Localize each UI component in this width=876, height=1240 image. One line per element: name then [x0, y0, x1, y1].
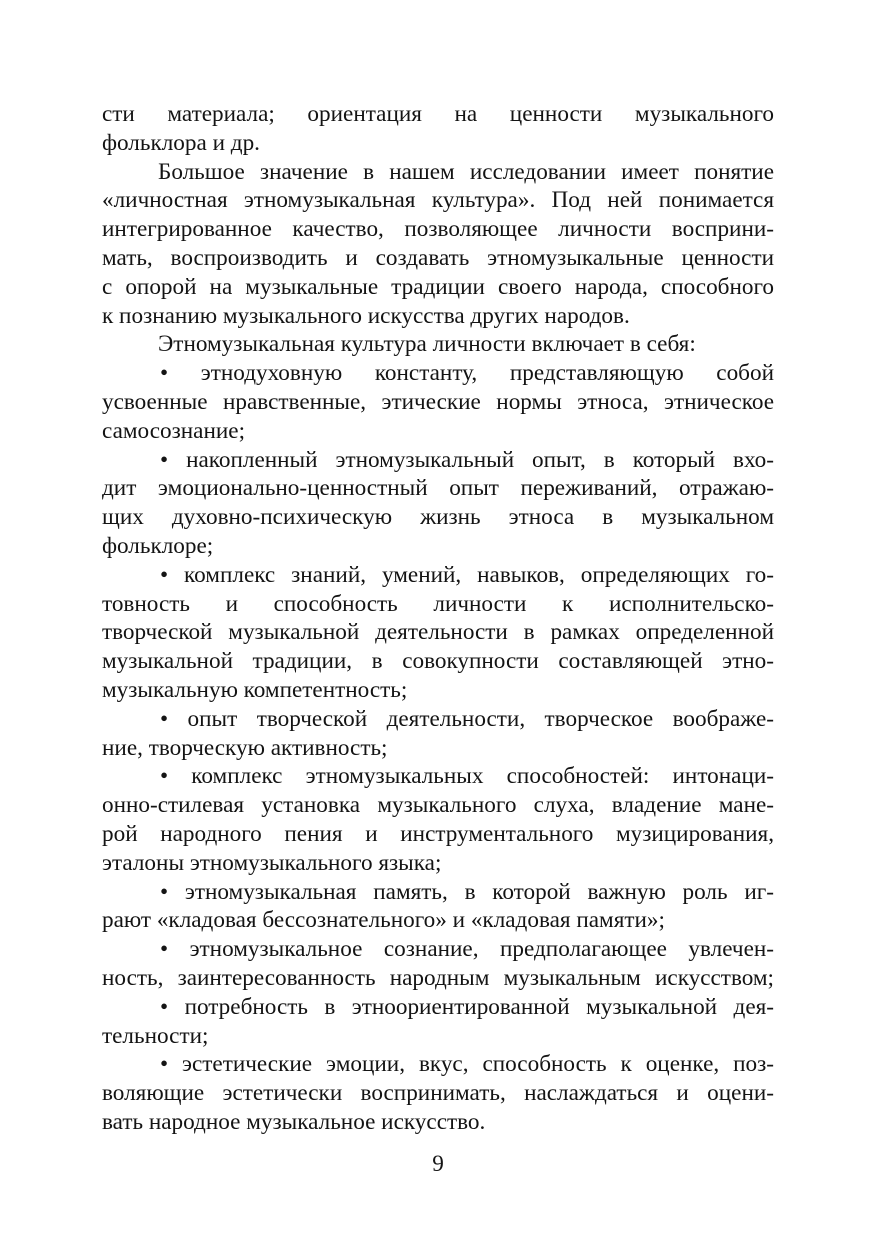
- text-line: мать, воспроизводить и создавать этномузыкальные ценности: [102, 244, 774, 271]
- text-line: «личностная этномузыкальная культура». Под ней понимается: [102, 187, 774, 214]
- bullet-item: [102, 878, 774, 936]
- text-line: рой народного пения и инструментального музицирования,: [102, 820, 774, 847]
- text-line: Большое значение в нашем исследовании имеет понятие: [158, 158, 774, 185]
- bullet-item: [102, 935, 774, 993]
- bullet-item: [102, 993, 774, 1051]
- text-line: Этномузыкальная культура личности включает в себя:: [158, 331, 696, 358]
- bullet-line: • комплекс знаний, умений, навыков, определяющих го-: [160, 561, 774, 588]
- bullet-item: [102, 446, 774, 561]
- bullet-item: [102, 561, 774, 705]
- text-line: товность и способность личности к исполнительско-: [102, 590, 774, 617]
- text-line: эталоны этномузыкального языка;: [102, 849, 442, 876]
- text-line: воляющие эстетически воспринимать, наслаждаться и оцени-: [102, 1080, 774, 1107]
- text-line: интегрированное качество, позволяющее личности восприни-: [102, 216, 774, 243]
- bullet-item: [102, 359, 774, 445]
- bullet-item: [102, 1050, 774, 1136]
- text-line: к познанию музыкального искусства других народов.: [102, 302, 630, 329]
- bullet-line: • этнодуховную константу, представляющую собой: [160, 360, 774, 387]
- text-line: с опорой на музыкальные традиции своего народа, способного: [102, 273, 774, 300]
- bullet-line: • потребность в этноориентированной музыкальной дея-: [160, 993, 774, 1020]
- text-line: фольклора и др.: [102, 129, 260, 156]
- paragraph-definition: [102, 158, 774, 331]
- text-line: усвоенные нравственные, этические нормы этноса, этническое: [102, 388, 774, 415]
- bullet-line: • опыт творческой деятельности, творческое воображе-: [160, 705, 774, 732]
- text-line: рают «кладовая бессознательного» и «кладовая памяти»;: [102, 907, 665, 934]
- bullet-line: • этномузыкальное сознание, предполагающее увлечен-: [160, 936, 774, 963]
- text-line: тельности;: [102, 1022, 209, 1049]
- text-line: музыкальной традиции, в совокупности составляющей этно-: [102, 648, 774, 675]
- text-line: ность, заинтересованность народным музыкальным искусством;: [102, 964, 774, 991]
- bullet-line: • накопленный этномузыкальный опыт, в который вхо-: [160, 446, 774, 473]
- bullet-item: [102, 762, 774, 877]
- bullet-line: • комплекс этномузыкальных способностей: интонаци-: [160, 763, 774, 790]
- text-line: сти материала; ориентация на ценности музыкального: [102, 101, 774, 127]
- text-line: щих духовно-психическую жизнь этноса в музыкальном: [102, 504, 774, 531]
- page-number: 9: [432, 1151, 444, 1177]
- paragraph-continuation: [102, 100, 774, 158]
- text-line: творческой музыкальной деятельности в рамках определенной: [102, 619, 774, 646]
- text-line: дит эмоционально-ценностный опыт переживаний, отражаю-: [102, 475, 774, 502]
- bullet-item: [102, 705, 774, 763]
- text-line: ние, творческую активность;: [102, 734, 388, 761]
- page-text: [102, 100, 774, 1137]
- paragraph-intro: [102, 330, 774, 359]
- text-line: музыкальную компетентность;: [102, 676, 408, 703]
- bullet-line: • этномузыкальная память, в которой важную роль иг-: [160, 878, 774, 905]
- text-line: самосознание;: [102, 417, 246, 444]
- text-line: онно-стилевая установка музыкального слуха, владение мане-: [102, 792, 774, 819]
- text-line: фольклоре;: [102, 532, 214, 559]
- text-line: вать народное музыкальное искусство.: [102, 1108, 486, 1135]
- bullet-line: • эстетические эмоции, вкус, способность к оценке, поз-: [160, 1051, 774, 1078]
